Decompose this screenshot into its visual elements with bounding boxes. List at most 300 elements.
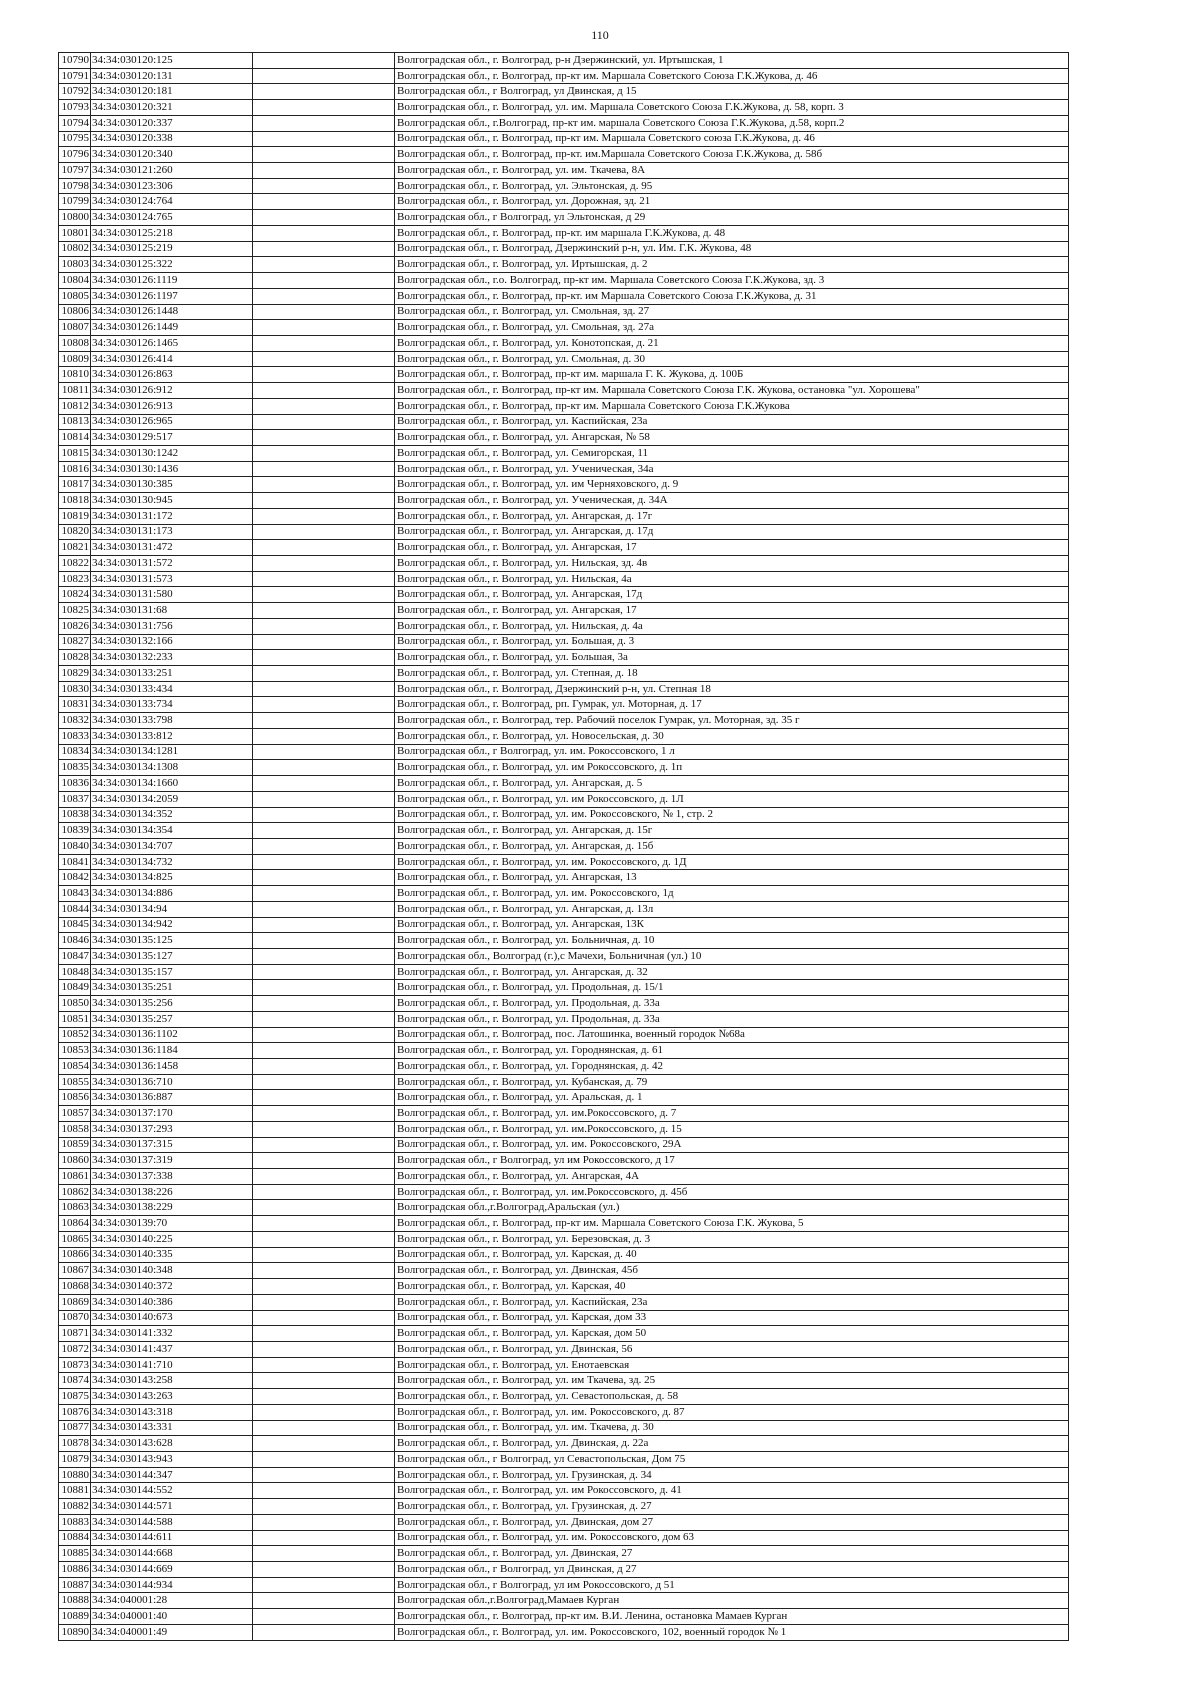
cadastral-number: 34:34:030131:472	[91, 540, 253, 556]
address: Волгоградская обл., г. Волгоград, пр-кт. им Маршала Советского Союза Г.К.Жукова, д. 31	[395, 288, 1069, 304]
empty-cell	[253, 933, 395, 949]
address: Волгоградская обл., г. Волгоград, ул. Ангарская, № 58	[395, 430, 1069, 446]
empty-cell	[253, 1216, 395, 1232]
empty-cell	[253, 147, 395, 163]
empty-cell	[253, 634, 395, 650]
row-number: 10882	[59, 1499, 91, 1515]
empty-cell	[253, 776, 395, 792]
empty-cell	[253, 1153, 395, 1169]
row-number: 10842	[59, 870, 91, 886]
address: Волгоградская обл., г. Волгоград, ул. Карская, 40	[395, 1279, 1069, 1295]
table-row	[59, 508, 1069, 524]
cadastral-number: 34:34:030131:756	[91, 618, 253, 634]
address: Волгоградская обл., г. Волгоград, ул. Ангарская, 17д	[395, 587, 1069, 603]
empty-cell	[253, 964, 395, 980]
address: Волгоградская обл., г. Волгоград, ул. Ангарская, д. 15г	[395, 823, 1069, 839]
table-row	[59, 1451, 1069, 1467]
cadastral-number: 34:34:030134:352	[91, 807, 253, 823]
table-row	[59, 854, 1069, 870]
row-number: 10868	[59, 1279, 91, 1295]
empty-cell	[253, 823, 395, 839]
row-number: 10872	[59, 1341, 91, 1357]
address: Волгоградская обл., г. Волгоград, ул. Аральская, д. 1	[395, 1090, 1069, 1106]
table-row	[59, 1546, 1069, 1562]
empty-cell	[253, 1420, 395, 1436]
table-row	[59, 383, 1069, 399]
table-row	[59, 430, 1069, 446]
cadastral-number: 34:34:030134:732	[91, 854, 253, 870]
table-row	[59, 917, 1069, 933]
address: Волгоградская обл., г. Волгоград, ул. Больничная, д. 10	[395, 933, 1069, 949]
cadastral-number: 34:34:030134:825	[91, 870, 253, 886]
row-number: 10795	[59, 131, 91, 147]
cadastral-number: 34:34:030137:293	[91, 1121, 253, 1137]
row-number: 10857	[59, 1106, 91, 1122]
address: Волгоградская обл., г. Волгоград, ул. им. Ткачева, д. 30	[395, 1420, 1069, 1436]
empty-cell	[253, 838, 395, 854]
empty-cell	[253, 540, 395, 556]
table-row	[59, 1326, 1069, 1342]
empty-cell	[253, 1043, 395, 1059]
row-number: 10791	[59, 68, 91, 84]
address: Волгоградская обл.,г.Волгоград,Аральская (ул.)	[395, 1200, 1069, 1216]
cadastral-number: 34:34:030134:707	[91, 838, 253, 854]
table-row	[59, 335, 1069, 351]
address: Волгоградская обл., г Волгоград, ул им Рокоссовского, д 17	[395, 1153, 1069, 1169]
address: Волгоградская обл., г. Волгоград, Дзержинский р-н, ул. Степная 18	[395, 681, 1069, 697]
table-row	[59, 901, 1069, 917]
empty-cell	[253, 115, 395, 131]
row-number: 10833	[59, 728, 91, 744]
table-row	[59, 838, 1069, 854]
row-number: 10809	[59, 351, 91, 367]
row-number: 10798	[59, 178, 91, 194]
cadastral-number: 34:34:030140:673	[91, 1310, 253, 1326]
row-number: 10848	[59, 964, 91, 980]
cadastral-number: 34:34:040001:49	[91, 1624, 253, 1640]
table-row	[59, 1436, 1069, 1452]
empty-cell	[253, 760, 395, 776]
empty-cell	[253, 1404, 395, 1420]
address: Волгоградская обл., г. Волгоград, ул. Нильская, д. 4а	[395, 618, 1069, 634]
row-number: 10821	[59, 540, 91, 556]
cadastral-number: 34:34:030131:573	[91, 571, 253, 587]
row-number: 10802	[59, 241, 91, 257]
table-row	[59, 210, 1069, 226]
cadastral-number: 34:34:030134:1308	[91, 760, 253, 776]
empty-cell	[253, 383, 395, 399]
address: Волгоградская обл., г. Волгоград, ул. им Рокоссовского, д. 1Л	[395, 791, 1069, 807]
address: Волгоградская обл., г. Волгоград, ул. Ангарская, 13	[395, 870, 1069, 886]
cadastral-number: 34:34:030131:572	[91, 556, 253, 572]
row-number: 10843	[59, 886, 91, 902]
row-number: 10841	[59, 854, 91, 870]
cadastral-number: 34:34:030143:943	[91, 1451, 253, 1467]
empty-cell	[253, 335, 395, 351]
address: Волгоградская обл., г. Волгоград, пр-кт. им.Маршала Советского Союза Г.К.Жукова, д. 58б	[395, 147, 1069, 163]
row-number: 10880	[59, 1467, 91, 1483]
address: Волгоградская обл., г. Волгоград, пр-кт им. Маршала Советского союза Г.К.Жукова, д. 46	[395, 131, 1069, 147]
table-row	[59, 728, 1069, 744]
cadastral-number: 34:34:030131:68	[91, 603, 253, 619]
row-number: 10863	[59, 1200, 91, 1216]
empty-cell	[253, 68, 395, 84]
table-row	[59, 178, 1069, 194]
table-row	[59, 84, 1069, 100]
empty-cell	[253, 587, 395, 603]
row-number: 10876	[59, 1404, 91, 1420]
address: Волгоградская обл., г. Волгоград, пос. Латошинка, военный городок №68а	[395, 1027, 1069, 1043]
cadastral-number: 34:34:030138:226	[91, 1184, 253, 1200]
empty-cell	[253, 1247, 395, 1263]
table-row	[59, 257, 1069, 273]
row-number: 10851	[59, 1011, 91, 1027]
cadastral-number: 34:34:030137:170	[91, 1106, 253, 1122]
table-row	[59, 1011, 1069, 1027]
table-row	[59, 886, 1069, 902]
empty-cell	[253, 493, 395, 509]
empty-cell	[253, 288, 395, 304]
cadastral-number: 34:34:030133:798	[91, 713, 253, 729]
address: Волгоградская обл., г. Волгоград, ул. Продольная, д. 33а	[395, 996, 1069, 1012]
empty-cell	[253, 697, 395, 713]
row-number: 10806	[59, 304, 91, 320]
cadastral-number: 34:34:030126:965	[91, 414, 253, 430]
row-number: 10881	[59, 1483, 91, 1499]
address: Волгоградская обл., г. Волгоград, ул. Севастопольская, д. 58	[395, 1389, 1069, 1405]
row-number: 10844	[59, 901, 91, 917]
address: Волгоградская обл., г. Волгоград, ул. Ученическая, д. 34А	[395, 493, 1069, 509]
empty-cell	[253, 445, 395, 461]
table-row	[59, 540, 1069, 556]
empty-cell	[253, 53, 395, 69]
address: Волгоградская обл., г. Волгоград, ул. им. Рокоссовского, 29А	[395, 1137, 1069, 1153]
table-row	[59, 1090, 1069, 1106]
address: Волгоградская обл., г. Волгоград, ул. Большая, 3а	[395, 650, 1069, 666]
address: Волгоградская обл., г. Волгоград, ул. Семигорская, 11	[395, 445, 1069, 461]
table-row	[59, 1169, 1069, 1185]
row-number: 10813	[59, 414, 91, 430]
cadastral-number: 34:34:030144:611	[91, 1530, 253, 1546]
cadastral-number: 34:34:030140:386	[91, 1294, 253, 1310]
empty-cell	[253, 163, 395, 179]
address: Волгоградская обл., г. Волгоград, ул. Каспийская, 23а	[395, 414, 1069, 430]
address: Волгоградская обл., г. Волгоград, ул. Эльтонская, д. 95	[395, 178, 1069, 194]
table-row	[59, 1216, 1069, 1232]
empty-cell	[253, 304, 395, 320]
table-row	[59, 1514, 1069, 1530]
address: Волгоградская обл., г. Волгоград, ул. Нильская, 4а	[395, 571, 1069, 587]
cadastral-number: 34:34:030141:710	[91, 1357, 253, 1373]
row-number: 10866	[59, 1247, 91, 1263]
cadastral-number: 34:34:030126:863	[91, 367, 253, 383]
empty-cell	[253, 508, 395, 524]
table-row	[59, 1404, 1069, 1420]
table-row	[59, 571, 1069, 587]
table-row	[59, 1184, 1069, 1200]
row-number: 10831	[59, 697, 91, 713]
row-number: 10817	[59, 477, 91, 493]
row-number: 10814	[59, 430, 91, 446]
address: Волгоградская обл., г. Волгоград, ул. им. Рокоссовского, 102, военный городок № 1	[395, 1624, 1069, 1640]
row-number: 10793	[59, 100, 91, 116]
address: Волгоградская обл., г Волгоград, ул им Рокоссовского, д 51	[395, 1577, 1069, 1593]
empty-cell	[253, 713, 395, 729]
row-number: 10838	[59, 807, 91, 823]
cadastral-number: 34:34:030137:319	[91, 1153, 253, 1169]
cadastral-number: 34:34:030129:517	[91, 430, 253, 446]
empty-cell	[253, 351, 395, 367]
table-row	[59, 1247, 1069, 1263]
row-number: 10870	[59, 1310, 91, 1326]
empty-cell	[253, 1451, 395, 1467]
cadastral-number: 34:34:030136:1102	[91, 1027, 253, 1043]
row-number: 10796	[59, 147, 91, 163]
address: Волгоградская обл., г. Волгоград, ул. Ангарская, 17	[395, 603, 1069, 619]
table-row	[59, 933, 1069, 949]
row-number: 10873	[59, 1357, 91, 1373]
address: Волгоградская обл., г. Волгоград, пр-кт им. Маршала Советского Союза Г.К. Жукова, остановка "ул. Хорошева"	[395, 383, 1069, 399]
address: Волгоградская обл., г. Волгоград, ул. Двинская, дом 27	[395, 1514, 1069, 1530]
cadastral-number: 34:34:030136:887	[91, 1090, 253, 1106]
table-row	[59, 1153, 1069, 1169]
cadastral-number: 34:34:030134:1281	[91, 744, 253, 760]
cadastral-number: 34:34:040001:40	[91, 1609, 253, 1625]
cadastral-number: 34:34:030136:710	[91, 1074, 253, 1090]
cadastral-number: 34:34:030126:1197	[91, 288, 253, 304]
row-number: 10824	[59, 587, 91, 603]
address: Волгоградская обл., г. Волгоград, ул. Каспийская, 23а	[395, 1294, 1069, 1310]
empty-cell	[253, 917, 395, 933]
row-number: 10874	[59, 1373, 91, 1389]
address: Волгоградская обл., г. Волгоград, пр-кт им. Маршала Советского Союза Г.К.Жукова	[395, 398, 1069, 414]
cadastral-number: 34:34:030140:335	[91, 1247, 253, 1263]
cadastral-number: 34:34:030134:886	[91, 886, 253, 902]
row-number: 10818	[59, 493, 91, 509]
address: Волгоградская обл., г. Волгоград, ул. Смольная, зд. 27а	[395, 320, 1069, 336]
row-number: 10867	[59, 1263, 91, 1279]
address: Волгоградская обл., г. Волгоград, ул. Дорожная, зд. 21	[395, 194, 1069, 210]
row-number: 10890	[59, 1624, 91, 1640]
empty-cell	[253, 901, 395, 917]
cadastral-number: 34:34:030133:434	[91, 681, 253, 697]
cadastral-number: 34:34:030131:173	[91, 524, 253, 540]
row-number: 10804	[59, 273, 91, 289]
row-number: 10829	[59, 666, 91, 682]
empty-cell	[253, 100, 395, 116]
table-row	[59, 1043, 1069, 1059]
empty-cell	[253, 728, 395, 744]
address: Волгоградская обл., г. Волгоград, ул. им. Рокоссовского, д. 1Д	[395, 854, 1069, 870]
cadastral-number: 34:34:030144:668	[91, 1546, 253, 1562]
empty-cell	[253, 524, 395, 540]
empty-cell	[253, 1609, 395, 1625]
cadastral-number: 34:34:030133:251	[91, 666, 253, 682]
row-number: 10877	[59, 1420, 91, 1436]
cadastral-number: 34:34:030126:913	[91, 398, 253, 414]
row-number: 10811	[59, 383, 91, 399]
address: Волгоградская обл., г. Волгоград, ул. Ангарская, д. 32	[395, 964, 1069, 980]
registry-rows	[59, 53, 1069, 1641]
table-row	[59, 697, 1069, 713]
row-number: 10820	[59, 524, 91, 540]
empty-cell	[253, 1074, 395, 1090]
table-row	[59, 713, 1069, 729]
address: Волгоградская обл., г. Волгоград, ул. Березовская, д. 3	[395, 1231, 1069, 1247]
cadastral-number: 34:34:030133:812	[91, 728, 253, 744]
empty-cell	[253, 1310, 395, 1326]
table-row	[59, 414, 1069, 430]
row-number: 10834	[59, 744, 91, 760]
empty-cell	[253, 1027, 395, 1043]
cadastral-number: 34:34:030144:934	[91, 1577, 253, 1593]
address: Волгоградская обл., г. Волгоград, ул. Грузинская, д. 34	[395, 1467, 1069, 1483]
empty-cell	[253, 948, 395, 964]
row-number: 10803	[59, 257, 91, 273]
cadastral-number: 34:34:030139:70	[91, 1216, 253, 1232]
table-row	[59, 115, 1069, 131]
table-row	[59, 791, 1069, 807]
row-number: 10830	[59, 681, 91, 697]
address: Волгоградская обл., Волгоград (г.),с Мачехи, Больничная (ул.) 10	[395, 948, 1069, 964]
empty-cell	[253, 1467, 395, 1483]
row-number: 10878	[59, 1436, 91, 1452]
cadastral-number: 34:34:030131:580	[91, 587, 253, 603]
table-row	[59, 980, 1069, 996]
empty-cell	[253, 461, 395, 477]
empty-cell	[253, 1106, 395, 1122]
empty-cell	[253, 1624, 395, 1640]
table-row	[59, 1357, 1069, 1373]
empty-cell	[253, 1530, 395, 1546]
address: Волгоградская обл., г. Волгоград, тер. Рабочий поселок Гумрак, ул. Моторная, зд. 35 г	[395, 713, 1069, 729]
empty-cell	[253, 650, 395, 666]
cadastral-number: 34:34:030144:588	[91, 1514, 253, 1530]
row-number: 10846	[59, 933, 91, 949]
cadastral-number: 34:34:030126:1465	[91, 335, 253, 351]
table-row	[59, 1467, 1069, 1483]
address: Волгоградская обл., г. Волгоград, ул. Ангарская, д. 5	[395, 776, 1069, 792]
cadastral-number: 34:34:030125:322	[91, 257, 253, 273]
empty-cell	[253, 241, 395, 257]
table-row	[59, 477, 1069, 493]
row-number: 10850	[59, 996, 91, 1012]
row-number: 10797	[59, 163, 91, 179]
row-number: 10823	[59, 571, 91, 587]
table-row	[59, 681, 1069, 697]
row-number: 10822	[59, 556, 91, 572]
address: Волгоградская обл., г. Волгоград, ул. им. Рокоссовского, дом 63	[395, 1530, 1069, 1546]
row-number: 10810	[59, 367, 91, 383]
empty-cell	[253, 1326, 395, 1342]
table-row	[59, 1059, 1069, 1075]
cadastral-number: 34:34:030144:347	[91, 1467, 253, 1483]
address: Волгоградская обл., г. Волгоград, ул. Большая, д. 3	[395, 634, 1069, 650]
row-number: 10883	[59, 1514, 91, 1530]
row-number: 10847	[59, 948, 91, 964]
table-row	[59, 587, 1069, 603]
address: Волгоградская обл., г Волгоград, ул Двинская, д 27	[395, 1562, 1069, 1578]
empty-cell	[253, 1436, 395, 1452]
address: Волгоградская обл., г. Волгоград, ул. Ангарская, 4А	[395, 1169, 1069, 1185]
cadastral-number: 34:34:030120:321	[91, 100, 253, 116]
address: Волгоградская обл., г. Волгоград, ул. Ангарская, 13К	[395, 917, 1069, 933]
cadastral-number: 34:34:030134:1660	[91, 776, 253, 792]
address: Волгоградская обл., г. Волгоград, ул. Карская, дом 33	[395, 1310, 1069, 1326]
cadastral-number: 34:34:030125:219	[91, 241, 253, 257]
table-row	[59, 68, 1069, 84]
row-number: 10819	[59, 508, 91, 524]
empty-cell	[253, 178, 395, 194]
table-row	[59, 320, 1069, 336]
row-number: 10801	[59, 225, 91, 241]
empty-cell	[253, 398, 395, 414]
address: Волгоградская обл., г Волгоград, ул Севастопольская, Дом 75	[395, 1451, 1069, 1467]
cadastral-number: 34:34:030135:125	[91, 933, 253, 949]
cadastral-number: 34:34:030120:340	[91, 147, 253, 163]
table-row	[59, 225, 1069, 241]
table-row	[59, 288, 1069, 304]
table-row	[59, 807, 1069, 823]
cadastral-number: 34:34:030141:332	[91, 1326, 253, 1342]
address: Волгоградская обл., г. Волгоград, ул. Ангарская, 17	[395, 540, 1069, 556]
table-row	[59, 163, 1069, 179]
table-row	[59, 650, 1069, 666]
row-number: 10825	[59, 603, 91, 619]
address: Волгоградская обл., г. Волгоград, ул. им.Рокоссовского, д. 45б	[395, 1184, 1069, 1200]
address: Волгоградская обл., г. Волгоград, ул. Продольная, д. 33а	[395, 1011, 1069, 1027]
table-row	[59, 1624, 1069, 1640]
address: Волгоградская обл., г Волгоград, ул Двинская, д 15	[395, 84, 1069, 100]
address: Волгоградская обл., г. Волгоград, ул. Конотопская, д. 21	[395, 335, 1069, 351]
address: Волгоградская обл., г. Волгоград, ул. Двинская, 45б	[395, 1263, 1069, 1279]
empty-cell	[253, 320, 395, 336]
empty-cell	[253, 1231, 395, 1247]
address: Волгоградская обл., г. Волгоград, пр-кт им. маршала Г. К. Жукова, д. 100Б	[395, 367, 1069, 383]
address: Волгоградская обл., г. Волгоград, пр-кт. им маршала Г.К.Жукова, д. 48	[395, 225, 1069, 241]
cadastral-number: 34:34:030121:260	[91, 163, 253, 179]
address: Волгоградская обл., г. Волгоград, ул. Смольная, зд. 27	[395, 304, 1069, 320]
table-row	[59, 823, 1069, 839]
row-number: 10875	[59, 1389, 91, 1405]
cadastral-number: 34:34:030144:571	[91, 1499, 253, 1515]
cadastral-number: 34:34:030144:552	[91, 1483, 253, 1499]
address: Волгоградская обл., г. Волгоград, рп. Гумрак, ул. Моторная, д. 17	[395, 697, 1069, 713]
row-number: 10889	[59, 1609, 91, 1625]
row-number: 10854	[59, 1059, 91, 1075]
address: Волгоградская обл., г. Волгоград, ул. Городнянская, д. 42	[395, 1059, 1069, 1075]
empty-cell	[253, 980, 395, 996]
table-row	[59, 1577, 1069, 1593]
cadastral-number: 34:34:030136:1458	[91, 1059, 253, 1075]
row-number: 10832	[59, 713, 91, 729]
cadastral-number: 34:34:030126:1119	[91, 273, 253, 289]
empty-cell	[253, 603, 395, 619]
row-number: 10849	[59, 980, 91, 996]
address: Волгоградская обл., г. Волгоград, ул. Иртышская, д. 2	[395, 257, 1069, 273]
row-number: 10887	[59, 1577, 91, 1593]
table-row	[59, 760, 1069, 776]
address: Волгоградская обл., г. Волгоград, ул. им Рокоссовского, д. 41	[395, 1483, 1069, 1499]
address: Волгоградская обл., г. Волгоград, ул. Городнянская, д. 61	[395, 1043, 1069, 1059]
row-number: 10826	[59, 618, 91, 634]
row-number: 10799	[59, 194, 91, 210]
empty-cell	[253, 414, 395, 430]
table-row	[59, 776, 1069, 792]
empty-cell	[253, 1121, 395, 1137]
address: Волгоградская обл., г. Волгоград, ул. Ученическая, 34а	[395, 461, 1069, 477]
row-number: 10828	[59, 650, 91, 666]
